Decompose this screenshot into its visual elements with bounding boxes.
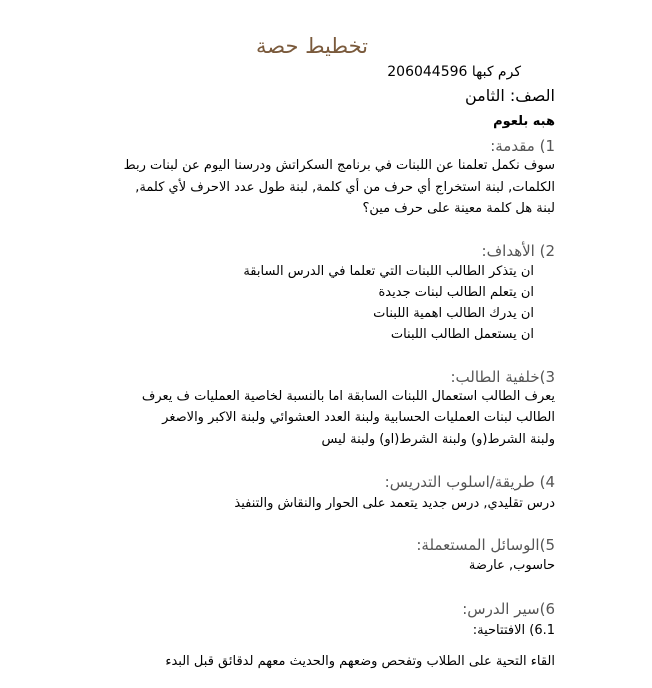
- tools-line: حاسوب, عارضة: [468, 558, 555, 573]
- goal-item: ان يدرك الطالب اهمية اللبنات: [373, 306, 534, 321]
- section-heading-background: 3)خلفية الطالب:: [450, 368, 555, 386]
- intro-line: الكلمات, لبنة استخراج أي حرف من أي كلمة, لبنة طول عدد الاحرف لأي كلمة,: [135, 180, 555, 195]
- flow-line: القاء التحية على الطلاب وتفحص وضعهم والحديث معهم لدقائق قبل البدء: [165, 654, 555, 669]
- flow-subheading: 6.1) الافتتاحية:: [472, 623, 555, 638]
- grade-line: الصف: الثامن: [464, 86, 555, 105]
- section-heading-flow: 6)سير الدرس:: [462, 600, 555, 618]
- section-heading-goals: 2) الأهداف:: [481, 242, 555, 260]
- section-heading-method: 4) طريقة/اسلوب التدريس:: [384, 473, 555, 491]
- intro-line: لبنة هل كلمة معينة على حرف مين؟: [362, 201, 555, 216]
- author-line: كرم كبها 206044596: [387, 64, 521, 80]
- background-line: الطالب لبنات العمليات الحسابية ولبنة العدد العشوائي ولبنة الاكبر والاصغر: [162, 410, 555, 425]
- background-line: يعرف الطالب استعمال اللبنات السابقة اما بالنسبة لخاصية العمليات ف يعرف: [141, 389, 555, 404]
- section-heading-tools: 5)الوسائل المستعملة:: [416, 536, 555, 554]
- section-heading-intro: 1) مقدمة:: [490, 137, 555, 155]
- page-title: تخطيط حصة: [256, 34, 369, 58]
- goal-item: ان يتذكر الطالب اللبنات التي تعلما في الدرس السابقة: [243, 264, 534, 279]
- intro-line: سوف نكمل تعلمنا عن اللبنات في برنامج السكراتش ودرسنا اليوم عن لبنات ربط: [123, 158, 555, 173]
- teacher-name: هبه بلعوم: [493, 114, 555, 129]
- goal-item: ان يتعلم الطالب لبنات جديدة: [378, 285, 534, 300]
- method-line: درس تقليدي, درس جديد يتعمد على الحوار والنقاش والتنفيذ: [234, 496, 555, 511]
- goal-item: ان يستعمل الطالب اللبنات: [390, 327, 534, 342]
- background-line: ولبنة الشرط(و) ولبنة الشرط(او) ولبنة ليس: [321, 432, 555, 447]
